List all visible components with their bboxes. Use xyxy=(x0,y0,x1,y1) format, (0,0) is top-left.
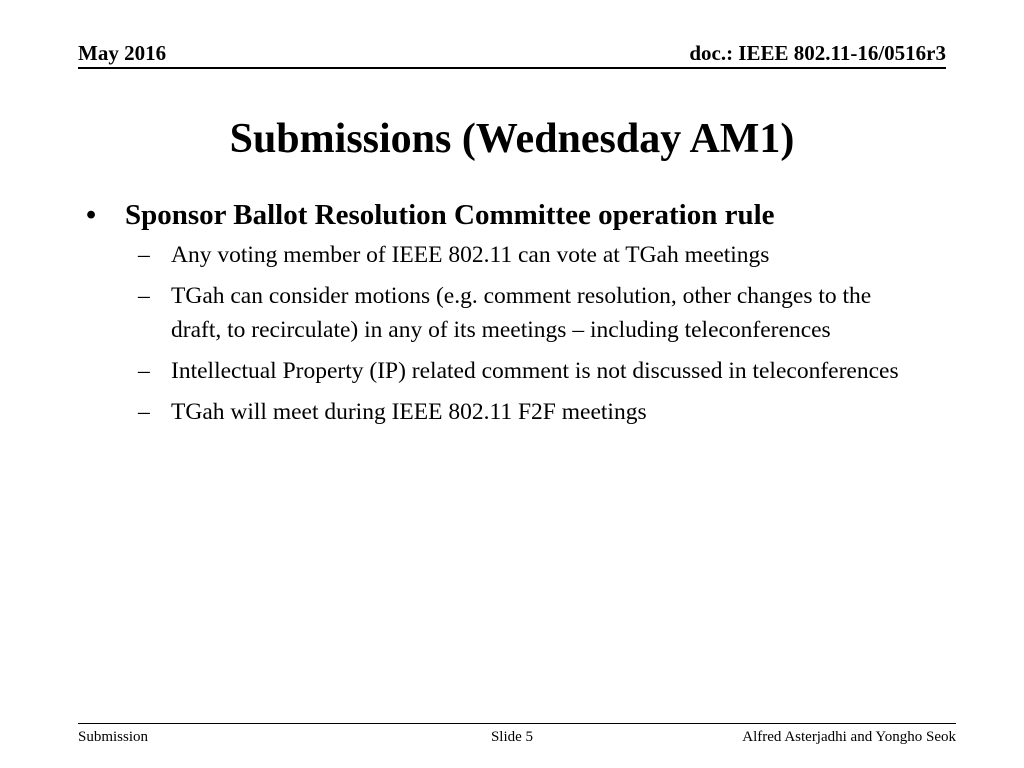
header-doc-id: doc.: IEEE 802.11-16/0516r3 xyxy=(689,41,946,65)
sub-item-marker: – xyxy=(138,283,150,309)
sub-item-marker: – xyxy=(138,399,150,425)
sub-item-marker: – xyxy=(138,358,150,384)
footer-label: Submission xyxy=(78,729,149,745)
header-date: May 2016 xyxy=(78,41,167,65)
sub-item-text: Any voting member of IEEE 802.11 can vote at TGah meetings xyxy=(171,242,770,268)
sub-item xyxy=(138,354,946,388)
sub-item-text: Intellectual Property (IP) related comment is not discussed in teleconferences xyxy=(171,358,899,384)
sub-item-text: TGah will meet during IEEE 802.11 F2F meetings xyxy=(171,399,647,425)
sub-item xyxy=(138,238,946,272)
bullet-marker: • xyxy=(86,199,97,231)
sub-item-marker: – xyxy=(138,242,150,268)
footer-divider xyxy=(78,723,956,724)
bullet-item xyxy=(86,196,946,234)
sub-item xyxy=(138,279,946,347)
slide-title: Submissions (Wednesday AM1) xyxy=(229,116,795,162)
sub-item-text: TGah can consider motions (e.g. comment resolution, other changes to the draft, to recirculate) in any of its meetings – including teleconferences xyxy=(171,283,872,343)
slide-number: Slide 5 xyxy=(490,729,534,745)
bullet-text: Sponsor Ballot Resolution Committee operation rule xyxy=(125,199,775,231)
sub-item xyxy=(138,395,946,429)
footer-authors: Alfred Asterjadhi and Yongho Seok xyxy=(742,729,956,745)
slide-body xyxy=(86,196,946,436)
header-divider xyxy=(78,67,946,69)
